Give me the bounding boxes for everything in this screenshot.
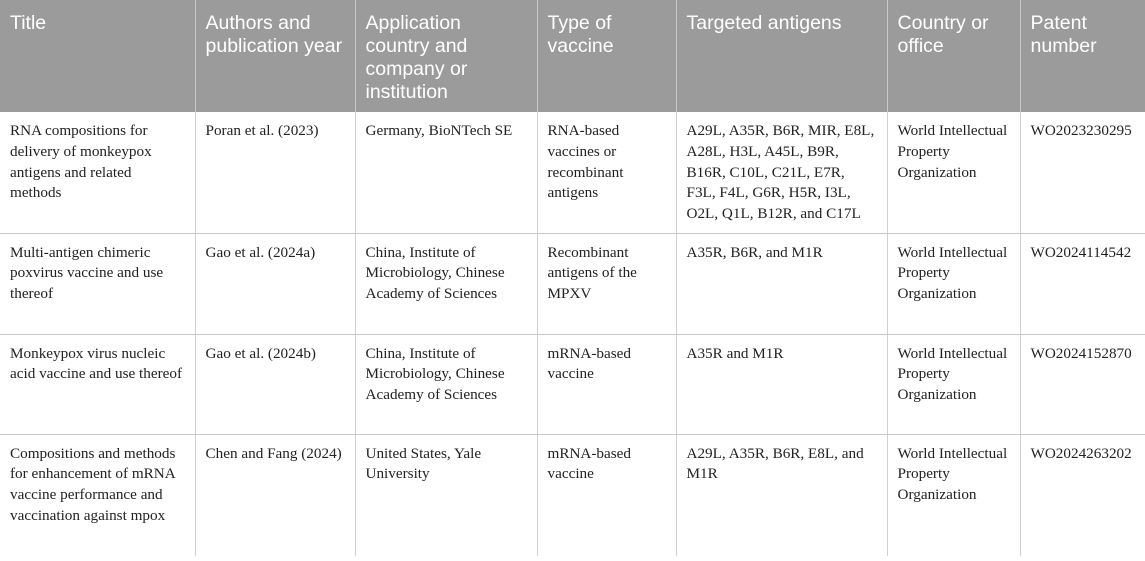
cell-targeted-antigens: A29L, A35R, B6R, E8L, and M1R [676,434,887,556]
header-row [0,0,1145,112]
header-application-country: Application country and company or institution [355,0,537,112]
header-title: Title [0,0,195,112]
cell-vaccine-type: mRNA-based vaccine [537,434,676,556]
cell-application-country: United States, Yale University [355,434,537,556]
cell-vaccine-type: mRNA-based vaccine [537,334,676,434]
cell-targeted-antigens: A35R and M1R [676,334,887,434]
cell-application-country: Germany, BioNTech SE [355,112,537,233]
header-country-office: Country or office [887,0,1020,112]
table-row [0,112,1145,233]
header-vaccine-type: Type of vaccine [537,0,676,112]
cell-vaccine-type: RNA-based vaccines or recombinant antigens [537,112,676,233]
cell-application-country: China, Institute of Microbiology, Chinese Academy of Sciences [355,334,537,434]
cell-authors-year: Poran et al. (2023) [195,112,355,233]
cell-title: Monkeypox virus nucleic acid vaccine and use thereof [0,334,195,434]
table-header [0,0,1145,112]
header-patent-number: Patent number [1020,0,1145,112]
cell-country-office: World Intellectual Property Organization [887,112,1020,233]
cell-country-office: World Intellectual Property Organization [887,233,1020,334]
cell-patent-number: WO2023230295 [1020,112,1145,233]
cell-patent-number: WO2024152870 [1020,334,1145,434]
cell-application-country: China, Institute of Microbiology, Chinese Academy of Sciences [355,233,537,334]
cell-title: RNA compositions for delivery of monkeypox antigens and related methods [0,112,195,233]
cell-targeted-antigens: A35R, B6R, and M1R [676,233,887,334]
cell-patent-number: WO2024263202 [1030,444,1132,462]
header-targeted-antigens: Targeted antigens [676,0,887,112]
cell-authors-year: Chen and Fang (2024) [195,434,355,556]
cell-patent-number: WO2024114542 [1020,233,1145,334]
cell-title: Multi-antigen chimeric poxvirus vaccine and use thereof [0,233,195,334]
table-body [0,112,1145,556]
cell-country-office: World Intellectual Property Organization [887,334,1020,434]
table-row [0,334,1145,434]
cell-targeted-antigens: A29L, A35R, B6R, MIR, E8L, A28L, H3L, A45L, B9R, B16R, C10L, C21L, E7R, F3L, F4L, G6R, H5R, I3L, O2L, Q1L, B12R, and C17L [676,112,887,233]
cell-authors-year: Gao et al. (2024a) [195,233,355,334]
table-row [0,434,1145,556]
cell-title: Compositions and methods for enhancement of mRNA vaccine performance and vaccination against mpox [0,434,195,556]
header-authors-year: Authors and publication year [195,0,355,112]
table-row [0,233,1145,334]
cell-vaccine-type: Recombinant antigens of the MPXV [537,233,676,334]
cell-country-office: World Intellectual Property Organization [887,434,1020,556]
cell-authors-year: Gao et al. (2024b) [195,334,355,434]
